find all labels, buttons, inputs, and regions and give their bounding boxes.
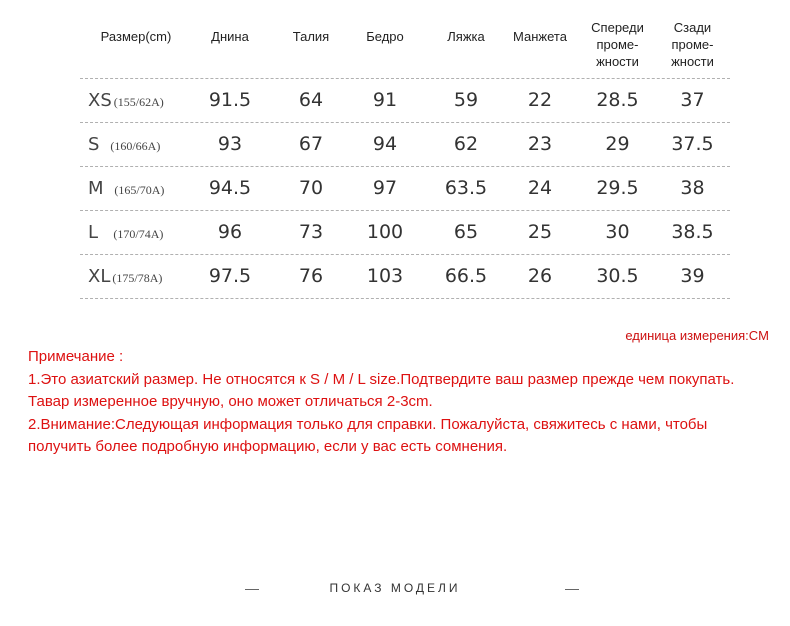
cell-front-rise: 30 (605, 221, 630, 243)
cell-cuff: 23 (527, 133, 553, 155)
table-header-row (80, 14, 730, 78)
size-letter: L (88, 222, 99, 243)
cell-waist: 73 (298, 221, 324, 243)
cell-front-rise: 30.5 (596, 265, 639, 287)
size-letter: XL (88, 266, 111, 287)
cell-thigh: 65 (453, 221, 479, 243)
table-row-m (80, 166, 730, 210)
measurement-unit-note: единица измерения:CM (625, 328, 769, 343)
cell-back-rise: 37.5 (671, 133, 714, 155)
cell-thigh: 63.5 (444, 177, 488, 199)
cell-front-rise: 29 (605, 133, 630, 155)
cell-hip: 94 (372, 133, 398, 155)
cell-hip: 97 (372, 177, 398, 199)
header-thigh: Ляжка (447, 28, 485, 44)
size-label (88, 255, 162, 298)
cell-waist: 67 (298, 133, 324, 155)
note-line-1: 1.Это азиатский размер. Не относятся к S / M / L size.Подтвердите ваш размер прежде чем покупать. (28, 370, 735, 388)
cell-length: 91.5 (208, 89, 252, 111)
cell-cuff: 26 (527, 265, 553, 287)
size-letter: XS (88, 90, 112, 111)
size-body-spec: (160/66A) (110, 139, 161, 153)
cell-length: 93 (217, 133, 243, 155)
size-body-spec: (175/78A) (112, 271, 163, 285)
cell-length: 96 (217, 221, 243, 243)
cell-waist: 70 (298, 177, 324, 199)
note-line-2: Тавар измеренное вручную, оно может отличаться 2-3cm. (28, 393, 433, 410)
cell-thigh: 66.5 (444, 265, 488, 287)
table-row-xs (80, 78, 730, 122)
cell-back-rise: 37 (680, 89, 705, 111)
header-length: Днина (211, 28, 249, 44)
model-showcase-heading (0, 578, 790, 602)
cell-cuff: 25 (527, 221, 553, 243)
cell-cuff: 22 (527, 89, 553, 111)
table-row-xl (80, 254, 730, 299)
header-waist: Талия (292, 28, 330, 44)
cell-front-rise: 29.5 (596, 177, 639, 199)
cell-length: 97.5 (208, 265, 252, 287)
size-letter: S (88, 134, 100, 155)
header-back-rise: Сзади проме- жности (671, 19, 714, 69)
header-size: Размер(cm) (100, 28, 172, 44)
header-hip: Бедро (366, 28, 404, 44)
table-row-s (80, 122, 730, 166)
header-cuff: Манжета (513, 28, 567, 44)
size-body-spec: (165/70A) (114, 183, 165, 197)
notes-block (28, 346, 783, 459)
note-line-3: 2.Внимание:Следующая информация только для справки. Пожалуйста, свяжитесь с нами, чтобы (28, 415, 708, 433)
cell-front-rise: 28.5 (596, 89, 639, 111)
cell-back-rise: 38.5 (671, 221, 714, 243)
note-line-4: получить более подробную информацию, если у вас есть сомнения. (28, 438, 508, 455)
size-label (88, 123, 160, 166)
cell-back-rise: 38 (680, 177, 705, 199)
size-chart-table (80, 14, 730, 299)
cell-hip: 100 (366, 221, 404, 243)
cell-thigh: 62 (453, 133, 479, 155)
cell-thigh: 59 (453, 89, 479, 111)
cell-hip: 91 (372, 89, 398, 111)
cell-cuff: 24 (527, 177, 553, 199)
cell-length: 94.5 (208, 177, 252, 199)
model-showcase-label: ПОКАЗ МОДЕЛИ (329, 581, 461, 595)
size-label (88, 167, 164, 210)
size-body-spec: (155/62A) (113, 95, 164, 109)
size-letter: M (88, 178, 104, 199)
divider-dash-right (565, 589, 579, 590)
header-front-rise: Спереди проме- жности (591, 19, 644, 69)
cell-hip: 103 (366, 265, 404, 287)
size-body-spec: (170/74A) (113, 227, 164, 241)
cell-back-rise: 39 (680, 265, 705, 287)
cell-waist: 76 (298, 265, 324, 287)
size-label (88, 79, 164, 122)
notes-title: Примечание : (28, 348, 124, 365)
size-label (88, 211, 163, 254)
table-row-l (80, 210, 730, 254)
cell-waist: 64 (298, 89, 324, 111)
